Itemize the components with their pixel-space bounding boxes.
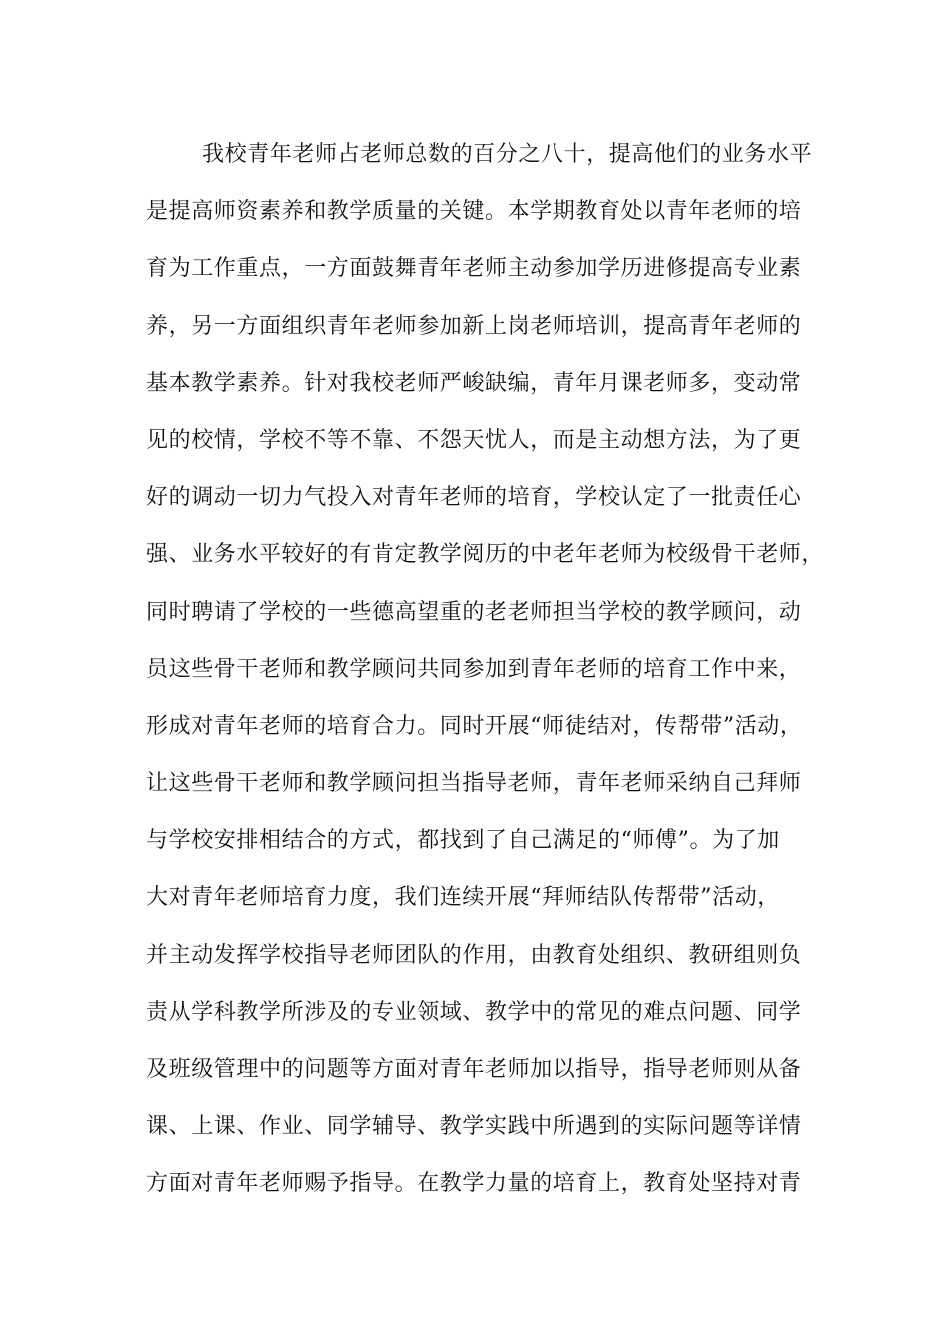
paragraph-line-12: 让这些骨干老师和教学顾问担当指导老师，青年老师采纳自己拜师 [146, 771, 802, 797]
paragraph-line-8: 强、业务水平较好的有肯定教学阅历的中老年老师为校级骨干老师， [146, 542, 825, 568]
paragraph-line-1: 我校青年老师占老师总数的百分之八十，提高他们的业务水平 [202, 142, 813, 167]
paragraph-line-18: 课、上课、作业、同学辅导、教学实践中所遇到的实际问题等详情 [146, 1114, 802, 1140]
paragraph-line-11: 形成对青年老师的培育合力。同时开展“师徒结对，传帮带”活动， [146, 713, 803, 739]
paragraph-line-10: 员这些骨干老师和教学顾问共同参加到青年老师的培育工作中来， [146, 656, 802, 682]
paragraph-line-13: 与学校安排相结合的方式，都找到了自己满足的“师傅”。为了加 [146, 828, 780, 854]
paragraph-line-15: 并主动发挥学校指导老师团队的作用，由教育处组织、教研组则负 [146, 942, 802, 968]
paragraph-line-19: 方面对青年老师赐予指导。在教学力量的培育上，教育处坚持对青 [146, 1171, 802, 1197]
paragraph-line-4: 养，另一方面组织青年老师参加新上岗老师培训，提高青年老师的 [146, 313, 802, 339]
paragraph-line-16: 责从学科教学所涉及的专业领域、教学中的常见的难点问题、同学 [146, 999, 802, 1025]
paragraph-line-9: 同时聘请了学校的一些德高望重的老老师担当学校的教学顾问，动 [146, 599, 802, 625]
body-paragraph [146, 132, 836, 1219]
paragraph-line-17: 及班级管理中的问题等方面对青年老师加以指导，指导老师则从备 [146, 1057, 802, 1082]
paragraph-line-14: 大对青年老师培育力度，我们连续开展“拜师结队传帮带”活动， [146, 885, 780, 911]
paragraph-line-5: 基本教学素养。针对我校老师严峻缺编，青年月课老师多，变动常 [146, 370, 802, 396]
paragraph-line-2: 是提高师资素养和教学质量的关键。本学期教育处以青年老师的培 [146, 199, 802, 225]
paragraph-line-7: 好的调动一切力气投入对青年老师的培育，学校认定了一批责任心 [146, 485, 802, 511]
paragraph-line-3: 育为工作重点，一方面鼓舞青年老师主动参加学历进修提高专业素 [146, 256, 802, 282]
paragraph-line-6: 见的校情，学校不等不靠、不怨天忧人，而是主动想方法，为了更 [146, 427, 802, 453]
